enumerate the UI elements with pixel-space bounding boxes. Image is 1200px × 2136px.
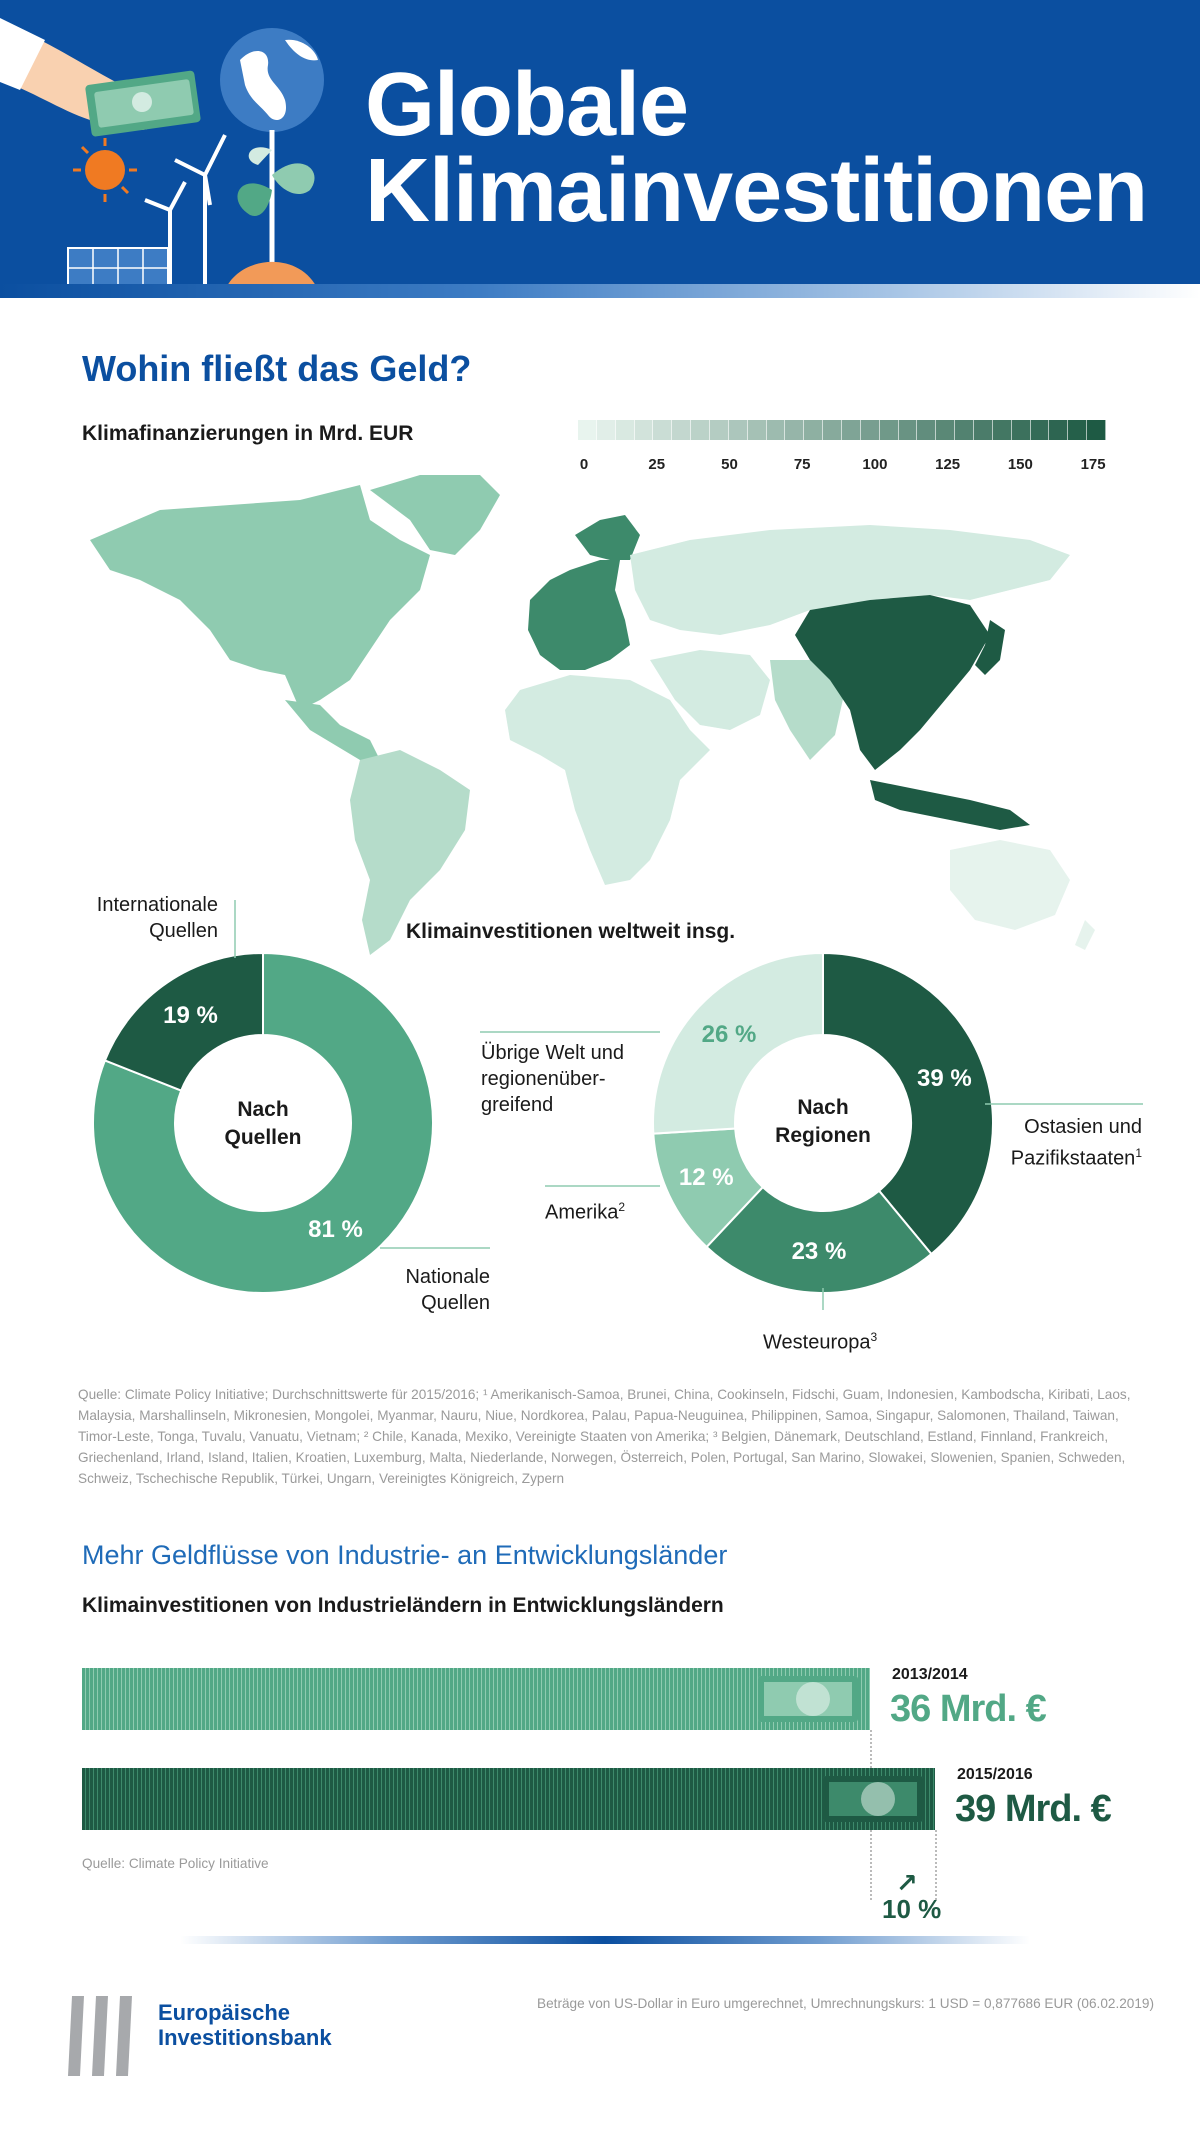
legend-swatch bbox=[917, 420, 936, 440]
donut-sources-center bbox=[183, 1096, 343, 1152]
legend-swatch bbox=[823, 420, 842, 440]
legend-tick-label: 50 bbox=[721, 456, 738, 473]
map-region-southeast-asia bbox=[870, 780, 1030, 830]
label-western-europe bbox=[763, 1324, 877, 1356]
legend-tick-label: 100 bbox=[862, 456, 888, 473]
map-region-western-europe bbox=[528, 560, 630, 670]
legend-swatch bbox=[729, 420, 748, 440]
bar-2013/2014 bbox=[82, 1668, 870, 1730]
legend-swatch bbox=[691, 420, 710, 440]
donut-regions-center bbox=[743, 1094, 903, 1150]
legend-swatch bbox=[785, 420, 804, 440]
donut-regions-center-line1: Nach bbox=[797, 1096, 849, 1119]
page-title-line1: Globale bbox=[365, 55, 689, 155]
label-rest-line3: greifend bbox=[481, 1094, 554, 1116]
donuts-title: Klimainvestitionen weltweit insg. bbox=[406, 920, 736, 943]
section-title-flows: Mehr Geldflüsse von Industrie- an Entwicklungsländer bbox=[82, 1540, 728, 1570]
bars-source: Quelle: Climate Policy Initiative bbox=[82, 1856, 269, 1871]
map-region-north-america bbox=[90, 485, 430, 710]
label-international-sources bbox=[80, 892, 218, 944]
footer-divider bbox=[180, 1936, 1030, 1944]
legend-swatch bbox=[597, 420, 616, 440]
label-rest-of-world bbox=[481, 1040, 624, 1118]
legend-swatch bbox=[993, 420, 1012, 440]
banknote-circle bbox=[796, 1682, 830, 1716]
eib-logo-text bbox=[158, 2000, 332, 2050]
label-east-line1: Ostasien und bbox=[1024, 1116, 1142, 1138]
legend-tick-label: 150 bbox=[1007, 456, 1033, 473]
logo-line2: Investitionsbank bbox=[158, 2025, 332, 2050]
legend-swatch bbox=[767, 420, 786, 440]
bar-value-label: 39 Mrd. € bbox=[955, 1788, 1111, 1830]
legend-swatch bbox=[1031, 420, 1050, 440]
page-title bbox=[365, 55, 1148, 241]
donut-value-label: 12 % bbox=[678, 1163, 734, 1191]
bar-fill bbox=[82, 1768, 935, 1830]
label-east-sup: 1 bbox=[1135, 1146, 1142, 1160]
label-rest-line1: Übrige Welt und bbox=[481, 1042, 625, 1064]
label-international-line1: Internationale bbox=[96, 894, 218, 916]
legend-swatch bbox=[635, 420, 654, 440]
header-banner bbox=[0, 0, 1200, 290]
banknote-circle bbox=[861, 1782, 895, 1816]
legend-swatch bbox=[804, 420, 823, 440]
donut-value-label: 23 % bbox=[791, 1237, 847, 1265]
label-rest-line2: regionenüber- bbox=[481, 1068, 606, 1090]
legend-tick-label: 125 bbox=[935, 456, 961, 473]
donut-value-label: 39 % bbox=[917, 1065, 972, 1093]
donut-value-label: 19 % bbox=[163, 1002, 218, 1030]
donut-sources-center-line1: Nach bbox=[237, 1098, 289, 1121]
legend-swatch bbox=[616, 420, 635, 440]
growth-arrow-icon: ↗ bbox=[896, 1868, 918, 1898]
legend-tick-label: 75 bbox=[793, 456, 811, 473]
legend-swatch bbox=[653, 420, 672, 440]
bar-year-label: 2015/2016 bbox=[957, 1766, 1033, 1783]
banknote-icon bbox=[758, 1676, 858, 1722]
bar-value-label: 36 Mrd. € bbox=[890, 1688, 1046, 1730]
legend-swatch bbox=[861, 420, 880, 440]
legend-swatch bbox=[899, 420, 918, 440]
solar-panel-icon bbox=[68, 248, 168, 288]
bar-2015/2016 bbox=[82, 1768, 935, 1830]
sun-icon bbox=[73, 138, 137, 202]
bar-year-label: 2013/2014 bbox=[892, 1666, 968, 1683]
legend-tick-label: 175 bbox=[1080, 456, 1106, 473]
growth-label: 10 % bbox=[882, 1894, 942, 1924]
legend-tick-label: 0 bbox=[579, 456, 589, 473]
map-region-central-america bbox=[285, 700, 380, 760]
page-title-line2: Klimainvestitionen bbox=[365, 141, 1148, 241]
label-international-line2: Quellen bbox=[149, 920, 218, 942]
legend-swatch bbox=[842, 420, 861, 440]
label-east-line2: Pazifikstaaten bbox=[1010, 1147, 1136, 1170]
legend-swatch bbox=[880, 420, 899, 440]
donut-value-label: 26 % bbox=[701, 1020, 757, 1048]
color-scale-legend bbox=[578, 420, 1106, 440]
label-america-text: Amerika bbox=[545, 1201, 619, 1224]
legend-swatch bbox=[710, 420, 729, 440]
header-divider bbox=[0, 284, 1200, 298]
legend-swatch bbox=[936, 420, 955, 440]
label-america bbox=[545, 1194, 625, 1226]
banknote-icon bbox=[823, 1776, 923, 1822]
label-national-sources bbox=[370, 1264, 490, 1316]
legend-tick-label: 25 bbox=[648, 456, 666, 473]
legend-swatch bbox=[955, 420, 974, 440]
globe-icon bbox=[220, 28, 324, 132]
bars-subtitle: Klimainvestitionen von Industrieländern in Entwicklungsländern bbox=[82, 1594, 724, 1617]
label-we-sup: 3 bbox=[870, 1330, 878, 1344]
legend-swatch bbox=[1087, 420, 1106, 440]
label-america-sup: 2 bbox=[618, 1200, 626, 1214]
legend-swatch bbox=[1068, 420, 1087, 440]
label-east-asia-pacific bbox=[990, 1114, 1142, 1172]
logo-line1: Europäische bbox=[158, 2000, 291, 2025]
legend-swatch bbox=[748, 420, 767, 440]
label-national-line2: Quellen bbox=[421, 1292, 490, 1314]
donut-regions-center-line2: Regionen bbox=[775, 1124, 871, 1147]
growth-indicator bbox=[882, 1868, 942, 1925]
label-national-line1: Nationale bbox=[405, 1266, 490, 1288]
header-illustration bbox=[0, 0, 360, 290]
label-we-text: Westeuropa bbox=[763, 1331, 871, 1354]
currency-note: Beträge von US-Dollar in Euro umgerechnet, Umrechnungskurs: 1 USD = 0,877686 EUR (06.02.2019) bbox=[537, 1996, 1154, 2011]
donut-sources-center-line2: Quellen bbox=[224, 1126, 302, 1149]
eib-logo-icon bbox=[68, 1992, 148, 2080]
section-title-where: Wohin fließt das Geld? bbox=[82, 348, 472, 389]
legend-swatch bbox=[672, 420, 691, 440]
footnote-sources: Quelle: Climate Policy Initiative; Durchschnittswerte für 2015/2016; ¹ Amerikanisch-Samoa, Brunei, China, Cookinseln, Fidschi, Guam, Indonesien, Kambodscha, Kiribati, Laos, Malaysia, Marshallinseln, Mikronesien, Mongolei, Myanmar, Nauru, Niue, Nordkorea, Palau, Papua-Neuguinea, Philippinen, Samoa, Singapur, Salomonen, Thailand, Taiwan, Timor-Leste, Tonga, Tuvalu, Vanuatu, Vietnam; ² Chile, Kanada, Mexiko, Vereinigte Staaten von Amerika; ³ Belgien, Dänemark, Deutschland, Estland, Finnland, Frankreich, Griechenland, Irland, Island, Italien, Kroatien, Luxemburg, Malta, Niederlande, Norwegen, Österreich, Polen, Portugal, San Marino, Slowakei, Slowenien, Spanien, Schweden, Schweiz, Tschechische Republik, Türkei, Ungarn, Vereinigtes Königreich, Zypern bbox=[78, 1387, 1131, 1486]
map-subtitle: Klimafinanzierungen in Mrd. EUR bbox=[82, 422, 414, 445]
map-region-africa bbox=[505, 675, 710, 885]
legend-swatch bbox=[1049, 420, 1068, 440]
legend-swatch bbox=[578, 420, 597, 440]
label-east-line2-wrap bbox=[990, 1140, 1142, 1172]
legend-swatch bbox=[1012, 420, 1031, 440]
bar-fill bbox=[82, 1668, 870, 1730]
map-region-scandinavia bbox=[575, 515, 640, 560]
donut-value-label: 81 % bbox=[308, 1215, 363, 1243]
legend-swatch bbox=[974, 420, 993, 440]
